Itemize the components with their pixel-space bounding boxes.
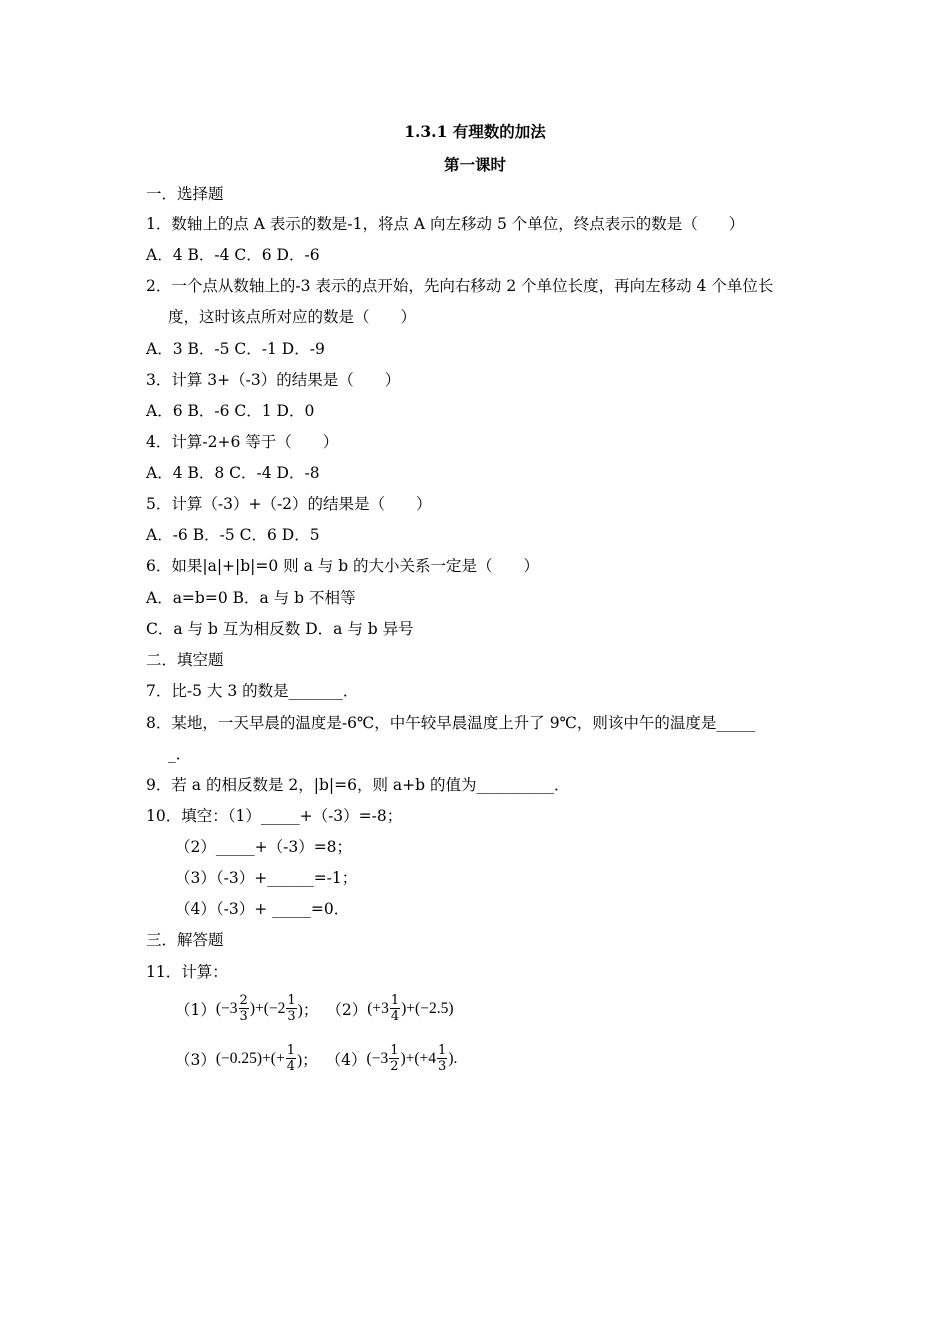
expression-text: ). [448, 1049, 458, 1067]
question-10: 10．填空：（1）_____+（-3）=-8； [146, 807, 403, 825]
expression-text: (+3 [367, 999, 389, 1017]
question-2: 2．一个点从数轴上的-3 表示的点开始，先向右移动 2 个单位长度，再向左移动 4 个单位长 [146, 277, 774, 295]
part-2-label: （2） [326, 1000, 368, 1019]
question-3: 3．计算 3+（-3）的结果是（ ） [146, 371, 401, 389]
section-heading-solve: 三．解答题 [146, 931, 224, 949]
expression-text: )+(+4 [400, 1049, 437, 1067]
question-10-part-3: （3）（-3）+______=-1； [175, 869, 358, 887]
question-2-options: A．3 B．-5 C．-1 D．-9 [146, 340, 325, 358]
expression-text: (−0.25)+(+ [215, 1049, 285, 1067]
question-2-continued: 度，这时该点所对应的数是（ ） [168, 308, 417, 326]
part-3-label: （3） [175, 1050, 216, 1069]
expression-text: )； [297, 1051, 318, 1069]
question-4: 4．计算-2+6 等于（ ） [146, 433, 339, 451]
section-heading-fill: 二．填空题 [146, 651, 224, 669]
question-10-part-4: （4）（-3）+ _____=0． [175, 900, 350, 918]
question-6-options-cd: C．a 与 b 互为相反数 D．a 与 b 异号 [146, 620, 414, 638]
question-11: 11．计算： [146, 963, 228, 981]
question-6: 6．如果|a|+|b|=0 则 a 与 b 的大小关系一定是（ ） [146, 557, 540, 575]
question-1: 1．数轴上的点 A 表示的数是-1，将点 A 向左移动 5 个单位，终点表示的数是（ ） [146, 215, 745, 233]
fraction: $\frac{1}{2}$ [390, 1043, 399, 1074]
expression-text: (−3 [366, 1049, 389, 1067]
question-6-options-ab: A．a=b=0 B．a 与 b 不相等 [146, 589, 356, 607]
question-10-part-2: （2）_____+（-3）=8； [175, 838, 353, 856]
fraction: $\frac{1}{3}$ [438, 1043, 447, 1074]
question-7: 7．比-5 大 3 的数是_______． [146, 682, 359, 700]
expression-text: )+(−2.5) [401, 999, 454, 1017]
fraction: $\frac{2}{3}$ [239, 993, 248, 1024]
math-row-1 [175, 993, 453, 1024]
question-1-options: A．4 B．-4 C．6 D．-6 [146, 246, 320, 264]
question-5-options: A．-6 B．-5 C．6 D．5 [146, 526, 320, 544]
page-title: 1.3.1 有理数的加法 [404, 122, 546, 141]
expression-text: (−3 [215, 999, 238, 1017]
math-row-2 [175, 1043, 457, 1074]
fraction: $\frac{1}{3}$ [287, 993, 296, 1024]
question-9: 9．若 a 的相反数是 2，|b|=6，则 a+b 的值为__________． [146, 776, 570, 794]
question-8: 8．某地，一天早晨的温度是-6℃，中午较早晨温度上升了 9℃，则该中午的温度是_____ [146, 714, 756, 732]
section-heading-choice: 一．选择题 [146, 185, 224, 203]
expression-text: )； [297, 1001, 319, 1019]
expression-text: )+(−2 [249, 999, 286, 1017]
question-8-continued: _． [168, 745, 192, 763]
fraction: $\frac{1}{4}$ [286, 1043, 295, 1074]
fraction: $\frac{1}{4}$ [390, 993, 400, 1024]
question-3-options: A．6 B．-6 C．1 D．0 [146, 402, 315, 420]
question-4-options: A．4 B．8 C．-4 D．-8 [146, 464, 320, 482]
part-4-label: （4） [325, 1050, 367, 1069]
question-5: 5．计算（-3）+（-2）的结果是（ ） [146, 495, 432, 513]
page-subtitle: 第一课时 [443, 155, 506, 174]
part-1-label: （1） [175, 1000, 216, 1019]
